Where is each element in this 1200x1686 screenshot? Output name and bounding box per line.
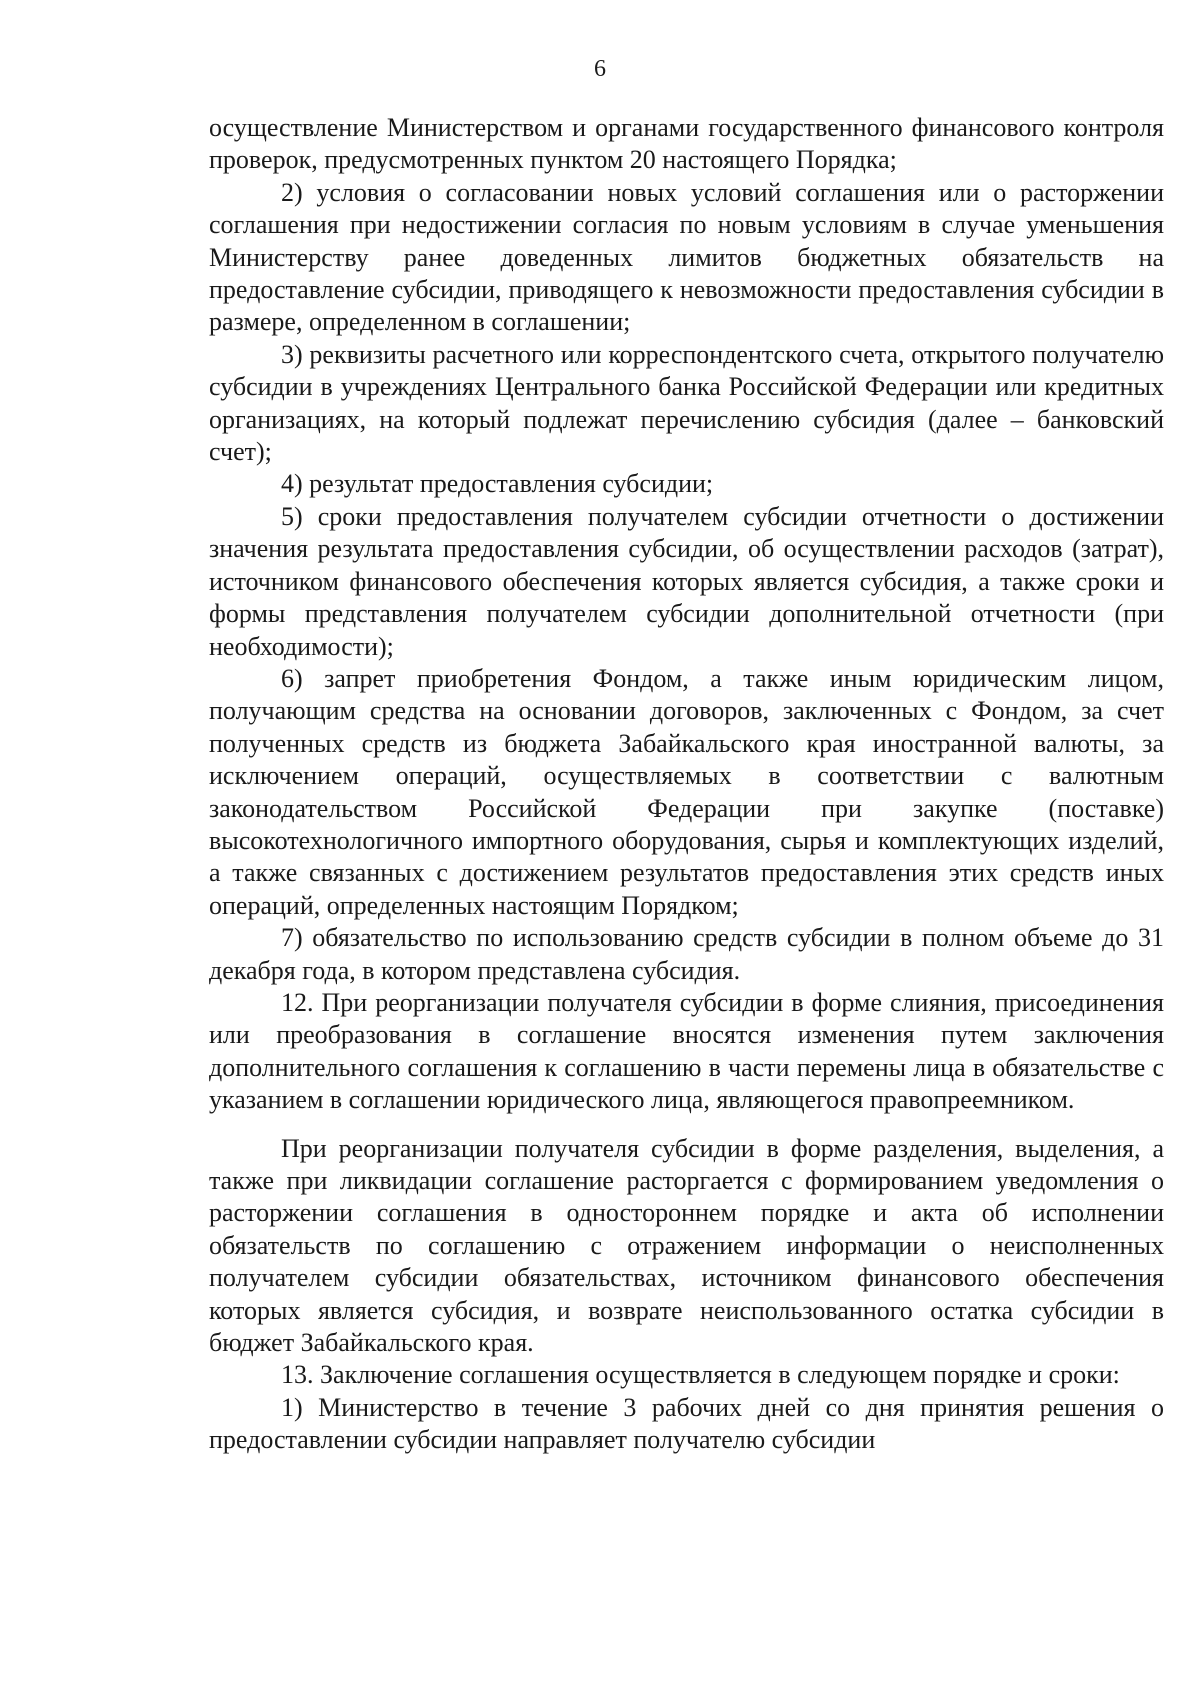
document-body xyxy=(209,112,1164,1457)
paragraph-item-4: 4) результат предоставления субсидии; xyxy=(281,469,714,499)
paragraph-item-3: 3) реквизиты расчетного или корреспондентского счета, открытого получателю субсидии в учреждениях Центрального банка Российской Федерации или кредитных организациях, на который подлежат перечислению субсидия (далее – банковский счет); xyxy=(209,339,1164,467)
paragraph-clause-12: 12. При реорганизации получателя субсидии в форме слияния, присоединения или преобразования в соглашение вносятся изменения путем заключения дополнительного соглашения к соглашению в части перемены лица в обязательстве с указанием в соглашении юридического лица, являющегося правопреемником. xyxy=(209,987,1164,1115)
paragraph-continuation: осуществление Министерством и органами государственного финансового контроля проверок, предусмотренных пунктом 20 настоящего Порядка; xyxy=(209,113,1164,175)
paragraph-item-2: 2) условия о согласовании новых условий соглашения или о расторжении соглашения при недостижении согласия по новым условиям в случае уменьшения Министерству ранее доведенных лимитов бюджетных обязательств на предоставление субсидии, приводящего к невозможности предоставления субсидии в размере, определенном в соглашении; xyxy=(209,177,1164,337)
paragraph-clause-13: 13. Заключение соглашения осуществляется в следующем порядке и сроки: xyxy=(281,1360,1120,1390)
paragraph-clause-13-item-1: 1) Министерство в течение 3 рабочих дней со дня принятия решения о предоставлении субсидии направляет получателю субсидии xyxy=(209,1392,1164,1455)
paragraph-item-6: 6) запрет приобретения Фондом, а также иным юридическим лицом, получающим средства на основании договоров, заключенных с Фондом, за счет полученных средств из бюджета Забайкальского края иностранной валюты, за исключением операций, осуществляемых в соответствии с валютным законодательством Российской Федерации при закупке (поставке) высокотехнологичного импортного оборудования, сырья и комплектующих изделий, а также связанных с достижением результатов предоставления этих средств иных операций, определенных настоящим Порядком; xyxy=(209,663,1164,920)
page-number: 6 xyxy=(594,56,606,82)
paragraph-reorganization: При реорганизации получателя субсидии в форме разделения, выделения, а также при ликвидации соглашение расторгается с формированием уведомления о расторжении соглашения в одностороннем порядке и акта об исполнении обязательств по соглашению с отражением информации о неисполненных получателем субсидии обязательствах, источником финансового обеспечения которых является субсидия, и возврате неиспользованного остатка субсидии в бюджет Забайкальского края. xyxy=(209,1133,1164,1358)
paragraph-item-7: 7) обязательство по использованию средств субсидии в полном объеме до 31 декабря года, в котором представлена субсидия. xyxy=(209,923,1164,985)
paragraph-item-5: 5) сроки предоставления получателем субсидии отчетности о достижении значения результата предоставления субсидии, об осуществлении расходов (затрат), источником финансового обеспечения которых является субсидия, а также сроки и формы представления получателем субсидии дополнительной отчетности (при необходимости); xyxy=(209,501,1164,661)
